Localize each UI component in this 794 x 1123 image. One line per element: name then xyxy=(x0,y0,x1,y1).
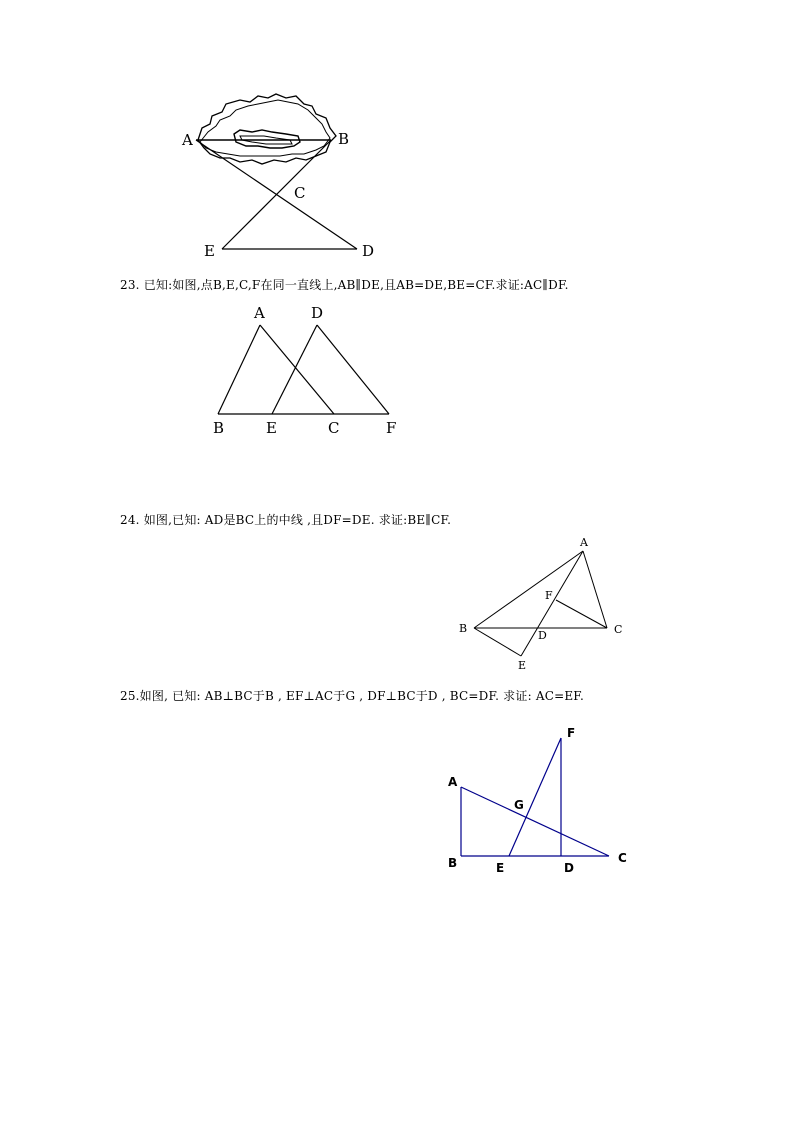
label-D: D xyxy=(564,861,574,875)
label-B: B xyxy=(213,419,225,437)
label-E: E xyxy=(266,419,277,437)
label-B: B xyxy=(448,856,458,870)
label-F: F xyxy=(545,589,553,602)
segment-EF xyxy=(509,738,561,856)
label-D: D xyxy=(538,629,547,642)
label-A: A xyxy=(182,131,193,149)
label-C: C xyxy=(328,419,340,437)
label-G: G xyxy=(514,798,524,812)
label-A: A xyxy=(254,304,265,322)
label-C: C xyxy=(614,623,623,636)
label-D: D xyxy=(362,242,375,260)
problem-25-text: 25.如图, 已知: AB⊥BC于B , EF⊥AC于G , DF⊥BC于D , BC=DF. 求证: AC=EF. xyxy=(120,689,584,703)
label-C: C xyxy=(294,184,306,202)
problem-24-text: 24. 如图,已知: AD是BC上的中线 ,且DF=DE. 求证:BE∥CF. xyxy=(120,513,452,527)
problem-23-text: 23. 已知:如图,点B,E,C,F在同一直线上,AB∥DE,且AB=DE,BE=CF.求证:AC∥DF. xyxy=(120,278,569,292)
label-F: F xyxy=(386,419,397,437)
label-B: B xyxy=(459,622,468,635)
label-A: A xyxy=(580,536,588,549)
label-E: E xyxy=(204,242,215,260)
label-C: C xyxy=(618,851,627,865)
label-A: A xyxy=(448,775,458,789)
label-F: F xyxy=(567,726,576,740)
label-E: E xyxy=(518,659,527,672)
label-E: E xyxy=(496,861,505,875)
label-B: B xyxy=(338,130,350,148)
label-D: D xyxy=(311,304,324,322)
